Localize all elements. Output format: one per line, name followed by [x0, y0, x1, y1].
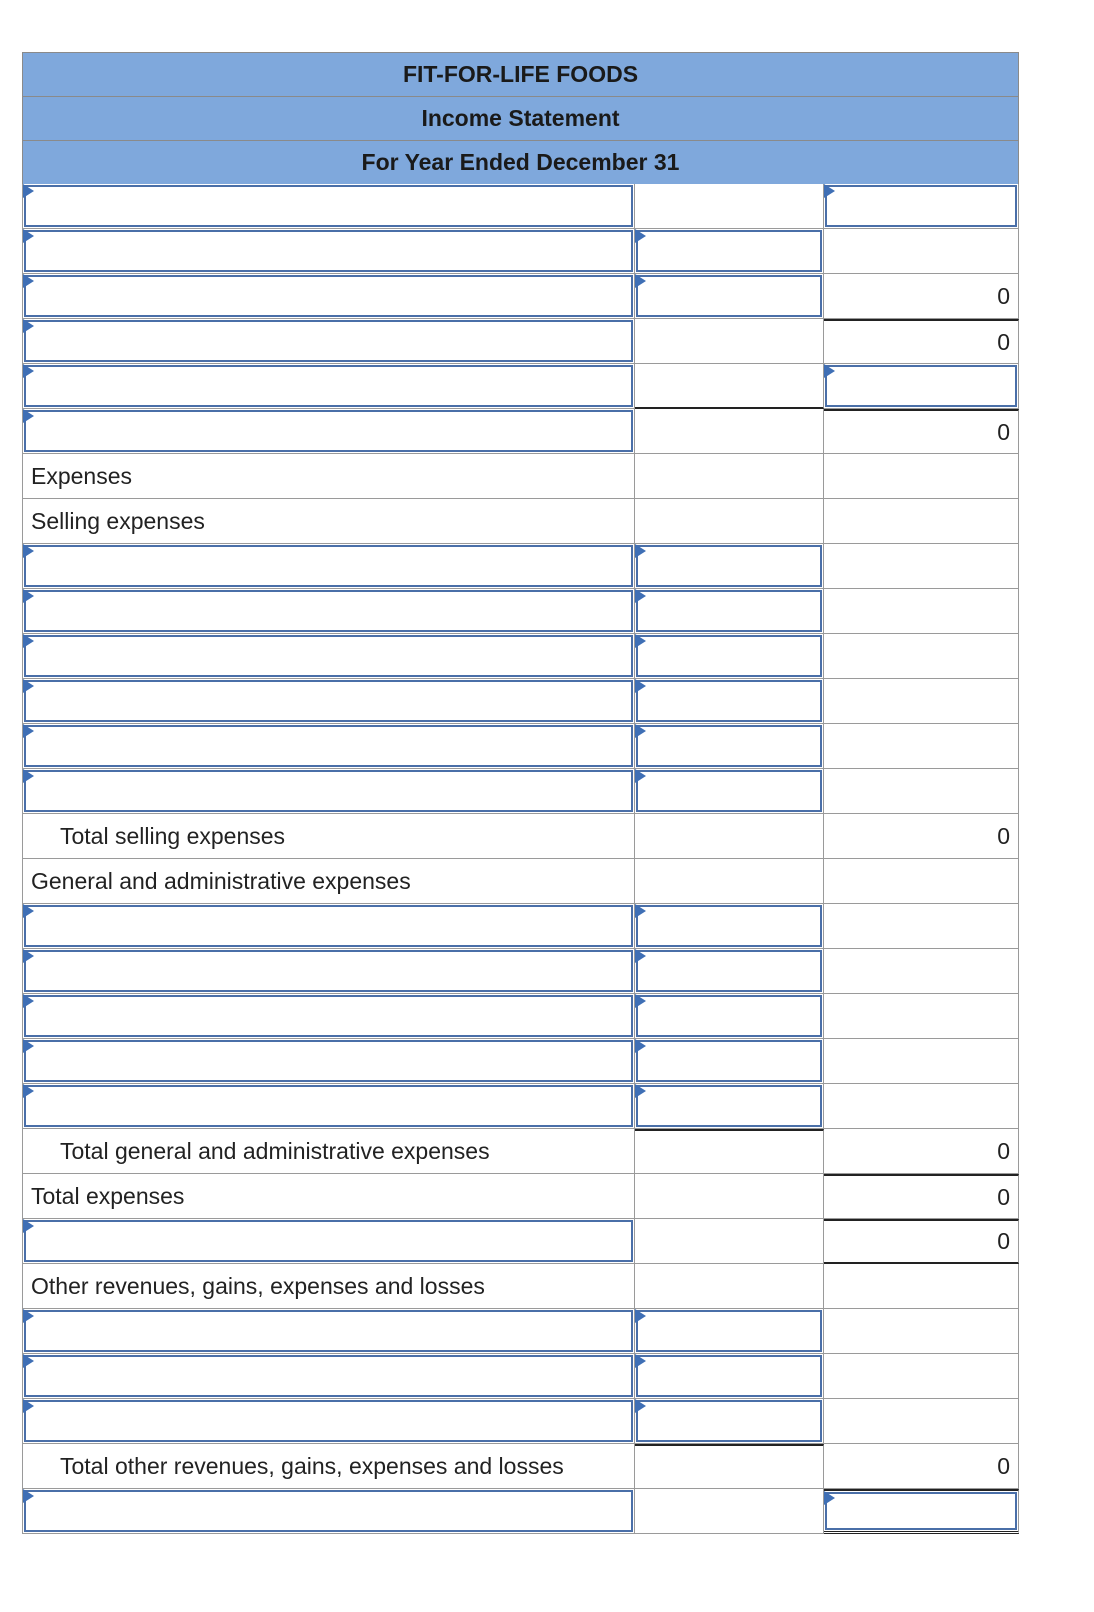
dropdown-arrow-icon[interactable]: [635, 679, 646, 693]
amount-cell[interactable]: [635, 679, 824, 724]
total-other-value: 0: [824, 1444, 1019, 1489]
amount-cell[interactable]: [635, 1309, 824, 1354]
total-general-admin-value: 0: [824, 1129, 1019, 1174]
total-cell: [824, 1084, 1019, 1129]
total-other-label: Total other revenues, gains, expenses and losses: [22, 1444, 635, 1489]
dropdown-arrow-icon[interactable]: [23, 364, 34, 378]
total-value: 0: [824, 274, 1019, 319]
table-row: [22, 589, 1019, 634]
table-row: [22, 814, 1019, 859]
total-input[interactable]: [825, 185, 1017, 227]
dropdown-arrow-icon[interactable]: [635, 949, 646, 963]
table-row: [22, 1309, 1019, 1354]
amount-cell: [635, 1264, 824, 1309]
table-row: [22, 1129, 1019, 1174]
account-cell[interactable]: [22, 1219, 635, 1264]
dropdown-arrow-icon[interactable]: [23, 274, 34, 288]
dropdown-arrow-icon[interactable]: [23, 1219, 34, 1233]
dropdown-arrow-icon[interactable]: [635, 1354, 646, 1368]
account-input[interactable]: [24, 1310, 633, 1352]
amount-cell: [635, 364, 824, 409]
table-row: [22, 454, 1019, 499]
table-row: [22, 1399, 1019, 1444]
account-cell[interactable]: [22, 994, 635, 1039]
account-cell[interactable]: [22, 769, 635, 814]
amount-cell: [635, 319, 824, 364]
dropdown-arrow-icon[interactable]: [635, 544, 646, 558]
dropdown-arrow-icon[interactable]: [23, 1354, 34, 1368]
account-cell[interactable]: [22, 1354, 635, 1399]
amount-cell[interactable]: [635, 544, 824, 589]
account-cell[interactable]: [22, 589, 635, 634]
total-selling-value: 0: [824, 814, 1019, 859]
account-cell[interactable]: [22, 904, 635, 949]
table-row: [22, 1084, 1019, 1129]
table-row: [22, 544, 1019, 589]
amount-cell: [635, 1219, 824, 1264]
account-input[interactable]: [24, 230, 633, 272]
total-cell: [824, 994, 1019, 1039]
account-input[interactable]: [24, 905, 633, 947]
dropdown-arrow-icon[interactable]: [23, 1039, 34, 1053]
total-general-admin-label: Total general and administrative expenses: [22, 1129, 635, 1174]
account-input[interactable]: [24, 275, 633, 317]
account-input[interactable]: [24, 995, 633, 1037]
total-value: 0: [824, 1219, 1019, 1264]
amount-cell: [635, 409, 824, 454]
account-input[interactable]: [24, 725, 633, 767]
total-expenses-label: Total expenses: [22, 1174, 635, 1219]
dropdown-arrow-icon[interactable]: [635, 589, 646, 603]
total-cell[interactable]: [824, 364, 1019, 409]
table-row: [22, 1489, 1019, 1534]
table-row: [22, 1444, 1019, 1489]
account-input[interactable]: [24, 1085, 633, 1127]
total-cell: [824, 949, 1019, 994]
total-cell: [824, 1039, 1019, 1084]
account-input[interactable]: [24, 770, 633, 812]
total-cell: [824, 724, 1019, 769]
amount-input[interactable]: [636, 635, 822, 677]
dropdown-arrow-icon[interactable]: [23, 994, 34, 1008]
dropdown-arrow-icon[interactable]: [824, 364, 835, 378]
total-input[interactable]: [825, 1492, 1017, 1530]
account-input[interactable]: [24, 1355, 633, 1397]
account-input[interactable]: [24, 410, 633, 452]
dropdown-arrow-icon[interactable]: [23, 589, 34, 603]
amount-cell[interactable]: [635, 724, 824, 769]
table-row: [22, 1264, 1019, 1309]
table-row: [22, 364, 1019, 409]
account-input[interactable]: [24, 185, 633, 227]
account-input[interactable]: [24, 635, 633, 677]
table-row: [22, 994, 1019, 1039]
amount-cell: [635, 814, 824, 859]
account-cell[interactable]: [22, 274, 635, 319]
dropdown-arrow-icon[interactable]: [23, 1084, 34, 1098]
total-cell: [824, 769, 1019, 814]
amount-input[interactable]: [636, 1355, 822, 1397]
total-cell[interactable]: [824, 184, 1019, 229]
account-input[interactable]: [24, 1490, 633, 1532]
amount-cell[interactable]: [635, 1084, 824, 1129]
dropdown-arrow-icon[interactable]: [23, 724, 34, 738]
total-cell: [824, 589, 1019, 634]
amount-input[interactable]: [636, 680, 822, 722]
table-row: [22, 319, 1019, 364]
amount-input[interactable]: [636, 995, 822, 1037]
dropdown-arrow-icon[interactable]: [23, 409, 34, 423]
table-row: [22, 274, 1019, 319]
account-cell[interactable]: [22, 319, 635, 364]
total-cell: [824, 1309, 1019, 1354]
amount-cell[interactable]: [635, 994, 824, 1039]
dropdown-arrow-icon[interactable]: [635, 1309, 646, 1323]
account-cell[interactable]: [22, 679, 635, 724]
account-cell[interactable]: [22, 364, 635, 409]
account-input[interactable]: [24, 1040, 633, 1082]
account-cell[interactable]: [22, 949, 635, 994]
amount-input[interactable]: [636, 545, 822, 587]
dropdown-arrow-icon[interactable]: [23, 544, 34, 558]
account-cell[interactable]: [22, 184, 635, 229]
table-row: [22, 184, 1019, 229]
table-row: [22, 409, 1019, 454]
dropdown-arrow-icon[interactable]: [635, 769, 646, 783]
amount-cell: [635, 859, 824, 904]
total-cell: [824, 229, 1019, 274]
total-input[interactable]: [825, 365, 1017, 407]
total-cell: [824, 454, 1019, 499]
account-cell[interactable]: [22, 724, 635, 769]
total-cell: [824, 1264, 1019, 1309]
dropdown-arrow-icon[interactable]: [635, 994, 646, 1008]
amount-cell[interactable]: [635, 1399, 824, 1444]
dropdown-arrow-icon[interactable]: [23, 679, 34, 693]
account-input[interactable]: [24, 1220, 633, 1262]
amount-cell: [635, 184, 824, 229]
account-cell[interactable]: [22, 634, 635, 679]
amount-cell: [635, 1129, 824, 1174]
total-cell: [824, 1399, 1019, 1444]
account-input[interactable]: [24, 1400, 633, 1442]
dropdown-arrow-icon[interactable]: [635, 229, 646, 243]
amount-cell: [635, 1174, 824, 1219]
table-row: [22, 769, 1019, 814]
dropdown-arrow-icon[interactable]: [635, 1399, 646, 1413]
table-row: [22, 724, 1019, 769]
statement-title: Income Statement: [22, 96, 1019, 140]
amount-cell: [635, 1444, 824, 1489]
amount-cell[interactable]: [635, 229, 824, 274]
account-input[interactable]: [24, 545, 633, 587]
total-expenses-value: 0: [824, 1174, 1019, 1219]
total-cell: [824, 634, 1019, 679]
amount-input[interactable]: [636, 230, 822, 272]
dropdown-arrow-icon[interactable]: [635, 274, 646, 288]
account-input[interactable]: [24, 680, 633, 722]
account-cell[interactable]: [22, 1489, 635, 1534]
statement-period: For Year Ended December 31: [22, 140, 1019, 184]
amount-input[interactable]: [636, 590, 822, 632]
account-cell[interactable]: [22, 1309, 635, 1354]
table-row: [22, 904, 1019, 949]
dropdown-arrow-icon[interactable]: [635, 1039, 646, 1053]
expenses-label: Expenses: [22, 454, 635, 499]
table-row: [22, 1354, 1019, 1399]
amount-input[interactable]: [636, 1310, 822, 1352]
dropdown-arrow-icon[interactable]: [635, 634, 646, 648]
dropdown-arrow-icon[interactable]: [23, 184, 34, 198]
dropdown-arrow-icon[interactable]: [824, 1491, 835, 1505]
table-row: [22, 679, 1019, 724]
dropdown-arrow-icon[interactable]: [23, 1309, 34, 1323]
account-cell[interactable]: [22, 229, 635, 274]
total-cell[interactable]: [824, 1489, 1019, 1534]
amount-input[interactable]: [636, 950, 822, 992]
account-cell[interactable]: [22, 1399, 635, 1444]
amount-input[interactable]: [636, 770, 822, 812]
amount-input[interactable]: [636, 1085, 822, 1127]
amount-cell: [635, 1489, 824, 1534]
table-row: [22, 1039, 1019, 1084]
amount-cell[interactable]: [635, 904, 824, 949]
amount-cell[interactable]: [635, 769, 824, 814]
amount-input[interactable]: [636, 1400, 822, 1442]
dropdown-arrow-icon[interactable]: [824, 184, 835, 198]
company-name: FIT-FOR-LIFE FOODS: [22, 52, 1019, 96]
amount-cell[interactable]: [635, 274, 824, 319]
amount-cell: [635, 499, 824, 544]
total-cell: [824, 679, 1019, 724]
table-row: [22, 859, 1019, 904]
table-row: [22, 1174, 1019, 1219]
amount-cell[interactable]: [635, 949, 824, 994]
total-cell: [824, 859, 1019, 904]
dropdown-arrow-icon[interactable]: [23, 769, 34, 783]
table-row: [22, 499, 1019, 544]
account-cell[interactable]: [22, 1084, 635, 1129]
total-cell: [824, 1354, 1019, 1399]
dropdown-arrow-icon[interactable]: [23, 634, 34, 648]
amount-input[interactable]: [636, 725, 822, 767]
dropdown-arrow-icon[interactable]: [23, 949, 34, 963]
table-row: [22, 229, 1019, 274]
amount-cell[interactable]: [635, 589, 824, 634]
dropdown-arrow-icon[interactable]: [635, 1084, 646, 1098]
dropdown-arrow-icon[interactable]: [23, 904, 34, 918]
dropdown-arrow-icon[interactable]: [635, 724, 646, 738]
dropdown-arrow-icon[interactable]: [635, 904, 646, 918]
dropdown-arrow-icon[interactable]: [23, 1399, 34, 1413]
total-cell: [824, 904, 1019, 949]
table-row: [22, 634, 1019, 679]
dropdown-arrow-icon[interactable]: [23, 319, 34, 333]
amount-cell[interactable]: [635, 1354, 824, 1399]
general-admin-label: General and administrative expenses: [22, 859, 635, 904]
total-cell: [824, 544, 1019, 589]
dropdown-arrow-icon[interactable]: [23, 229, 34, 243]
total-cell: [824, 499, 1019, 544]
account-cell[interactable]: [22, 409, 635, 454]
amount-input[interactable]: [636, 905, 822, 947]
account-cell[interactable]: [22, 1039, 635, 1084]
table-row: [22, 1219, 1019, 1264]
total-selling-label: Total selling expenses: [22, 814, 635, 859]
account-input[interactable]: [24, 365, 633, 407]
amount-cell: [635, 454, 824, 499]
amount-cell[interactable]: [635, 1039, 824, 1084]
account-input[interactable]: [24, 590, 633, 632]
total-value: 0: [824, 409, 1019, 454]
account-cell[interactable]: [22, 544, 635, 589]
amount-input[interactable]: [636, 275, 822, 317]
total-value: 0: [824, 319, 1019, 364]
amount-cell[interactable]: [635, 634, 824, 679]
income-statement-table: [22, 52, 1019, 1534]
other-revenues-label: Other revenues, gains, expenses and losses: [22, 1264, 635, 1309]
account-input[interactable]: [24, 320, 633, 362]
account-input[interactable]: [24, 950, 633, 992]
amount-input[interactable]: [636, 1040, 822, 1082]
dropdown-arrow-icon[interactable]: [23, 1489, 34, 1503]
table-row: [22, 949, 1019, 994]
selling-expenses-label: Selling expenses: [22, 499, 635, 544]
